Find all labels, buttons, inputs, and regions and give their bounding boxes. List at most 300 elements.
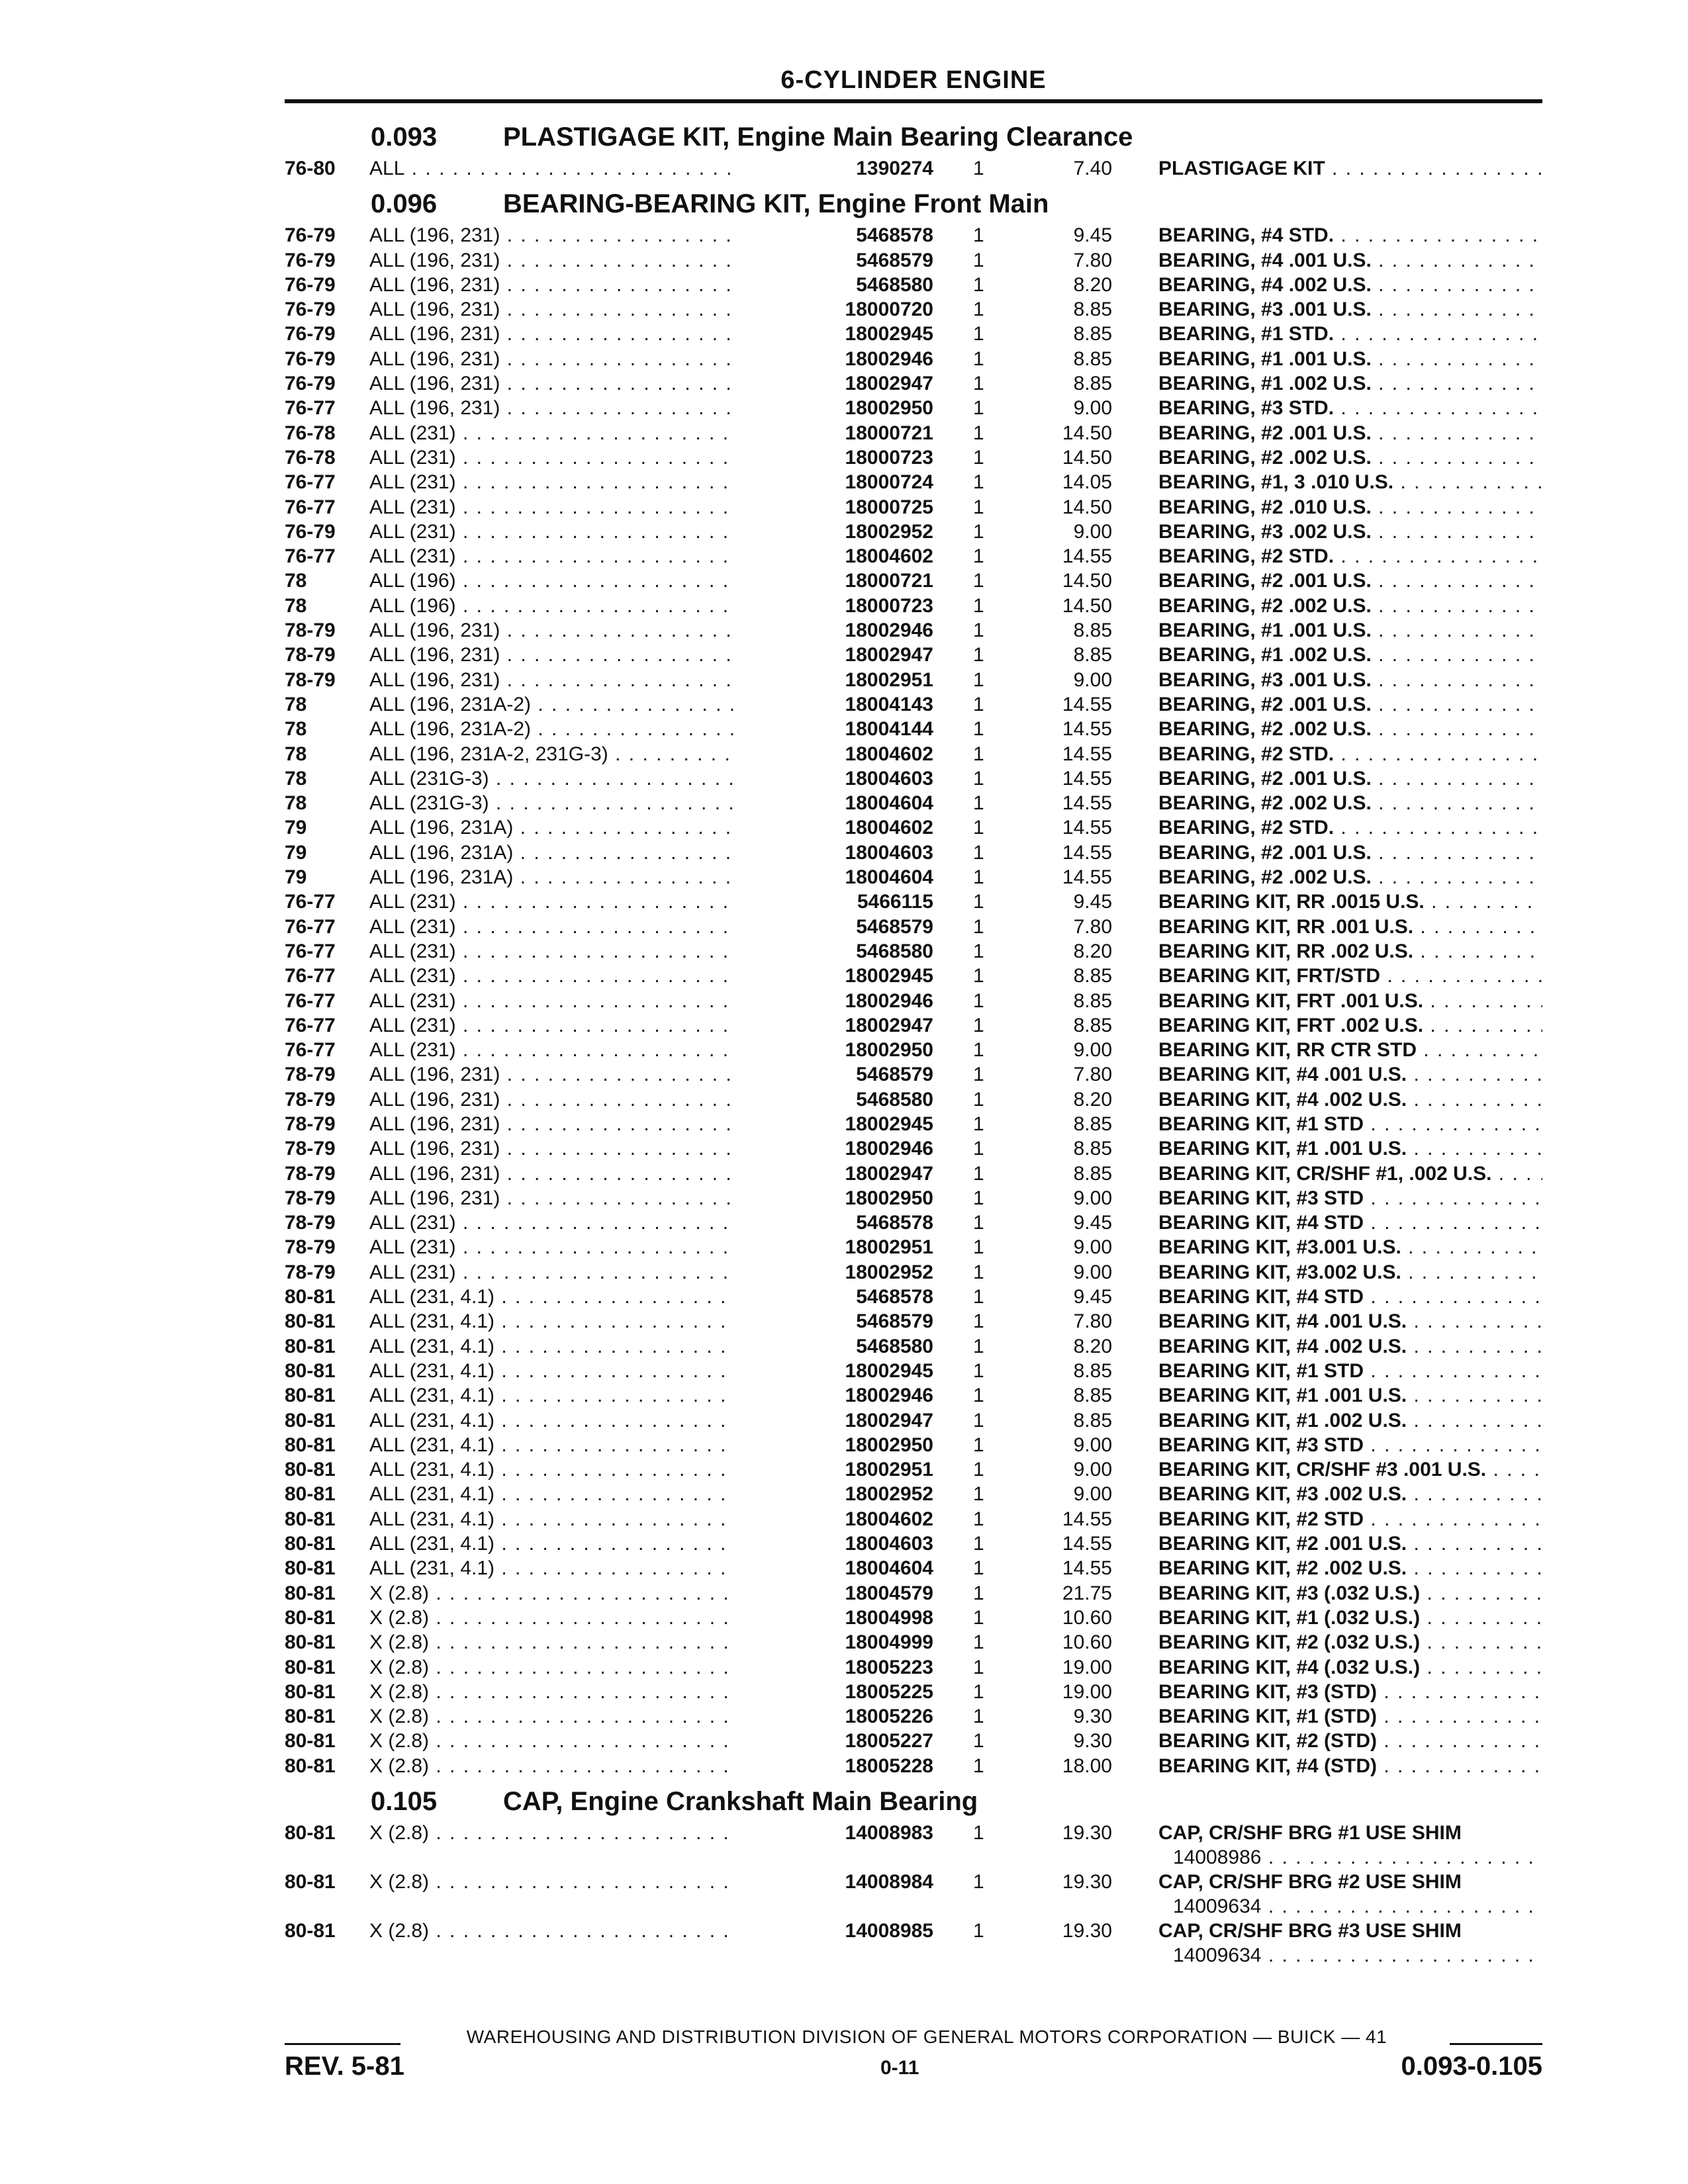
part-number: 18004579	[735, 1581, 933, 1606]
price: 14.55	[1062, 743, 1112, 765]
description	[1158, 618, 1542, 643]
application-text: ALL (231G-3)	[369, 792, 489, 815]
quantity: 1	[973, 1557, 984, 1580]
parts-row	[285, 815, 1542, 840]
model-years: 80-81	[285, 1286, 336, 1308]
description	[1158, 371, 1542, 396]
description-text: BEARING KIT, #1 .002 U.S.	[1158, 1409, 1407, 1432]
model-years: 76-79	[285, 273, 336, 296]
description	[1158, 1334, 1542, 1359]
price: 8.20	[1073, 273, 1112, 296]
section-heading	[285, 1778, 1542, 1821]
quantity: 1	[973, 1187, 984, 1209]
application	[369, 791, 733, 815]
description-text: BEARING, #1 .002 U.S.	[1158, 644, 1372, 666]
application	[369, 594, 733, 618]
quantity: 1	[973, 249, 984, 271]
description	[1158, 223, 1542, 248]
model-years: 80-81	[285, 1871, 336, 1893]
model-years: 80-81	[285, 1582, 336, 1604]
quantity: 1	[973, 817, 984, 839]
application	[369, 223, 733, 248]
parts-row	[285, 1186, 1542, 1210]
parts-row	[285, 1038, 1542, 1062]
application-text: X (2.8)	[369, 1822, 430, 1844]
price: 9.00	[1073, 1187, 1112, 1209]
application-text: ALL (196, 231)	[369, 397, 500, 420]
part-number: 18004143	[735, 692, 933, 717]
price: 14.55	[1062, 1557, 1112, 1580]
parts-row	[285, 1606, 1542, 1630]
price: 9.45	[1073, 1212, 1112, 1234]
application-text: ALL (231)	[369, 989, 456, 1012]
page-header: 6-CYLINDER ENGINE	[780, 66, 1047, 94]
price: 9.45	[1073, 1286, 1112, 1308]
part-number: 18000721	[735, 421, 933, 445]
price: 10.60	[1062, 1631, 1112, 1654]
group-range: 0.093-0.105	[1401, 2052, 1542, 2081]
description-text: BEARING KIT, RR .001 U.S.	[1158, 915, 1414, 938]
description	[1158, 1680, 1542, 1704]
quantity: 1	[973, 743, 984, 765]
quantity: 1	[973, 520, 984, 543]
quantity: 1	[973, 323, 984, 345]
price: 7.80	[1073, 249, 1112, 271]
part-number: 18002945	[735, 1359, 933, 1383]
parts-row	[285, 1581, 1542, 1606]
description-text: BEARING, #4 .002 U.S.	[1158, 273, 1372, 296]
quantity: 1	[973, 767, 984, 790]
description-text: BEARING, #4 STD.	[1158, 224, 1335, 247]
part-number: 5468579	[735, 1062, 933, 1087]
application-text: ALL (231, 4.1)	[369, 1459, 495, 1481]
application-text: ALL (196, 231)	[369, 373, 500, 395]
quantity: 1	[973, 1236, 984, 1259]
description-text: BEARING KIT, #2 STD	[1158, 1508, 1364, 1530]
application	[369, 1655, 733, 1680]
application-text: ALL (231, 4.1)	[369, 1335, 495, 1357]
price: 8.85	[1073, 1162, 1112, 1185]
price: 8.85	[1073, 298, 1112, 321]
parts-row	[285, 1087, 1542, 1112]
description	[1158, 1136, 1542, 1161]
parts-row	[285, 643, 1542, 667]
application-text: ALL (196, 231)	[369, 619, 500, 642]
quantity: 1	[973, 915, 984, 938]
application-text: ALL (196)	[369, 594, 456, 617]
parts-row	[285, 1433, 1542, 1457]
parts-row	[285, 396, 1542, 420]
description	[1158, 1260, 1542, 1285]
quantity: 1	[973, 1656, 984, 1678]
quantity: 1	[973, 1822, 984, 1844]
part-number: 18002947	[735, 1161, 933, 1186]
description-text: BEARING KIT, #4 STD	[1158, 1286, 1364, 1308]
part-number: 18000723	[735, 594, 933, 618]
parts-row	[285, 1630, 1542, 1655]
application	[369, 742, 733, 766]
model-years: 78	[285, 570, 307, 592]
parts-row	[285, 742, 1542, 766]
model-years: 78	[285, 718, 307, 741]
parts-row	[285, 692, 1542, 717]
parts-row	[285, 445, 1542, 470]
description	[1158, 594, 1542, 618]
part-number: 18002950	[735, 1186, 933, 1210]
price: 8.85	[1073, 989, 1112, 1012]
description-text: CAP, CR/SHF BRG #3 USE SHIM	[1158, 1920, 1462, 1942]
description	[1158, 1408, 1542, 1433]
application-text: ALL (196)	[369, 570, 456, 592]
description-text: CAP, CR/SHF BRG #2 USE SHIM	[1158, 1871, 1462, 1893]
price: 7.40	[1073, 158, 1112, 179]
header-rule	[285, 99, 1542, 103]
section-number: 0.105	[371, 1787, 438, 1816]
description	[1158, 520, 1542, 544]
price: 9.45	[1073, 224, 1112, 247]
description-text: BEARING KIT, #3.002 U.S.	[1158, 1261, 1401, 1283]
application-text: X (2.8)	[369, 1871, 430, 1893]
quantity: 1	[973, 841, 984, 864]
description	[1158, 1433, 1542, 1457]
model-years: 76-77	[285, 989, 336, 1012]
part-number: 18000720	[735, 297, 933, 322]
description-text: BEARING KIT, RR .002 U.S.	[1158, 940, 1414, 962]
description-text: BEARING, #2 STD.	[1158, 817, 1335, 839]
application-text: ALL (231, 4.1)	[369, 1483, 495, 1506]
description-text: BEARING KIT, #2 (.032 U.S.)	[1158, 1631, 1421, 1654]
application	[369, 495, 733, 520]
parts-row	[285, 1359, 1542, 1383]
application-text: ALL (196, 231)	[369, 224, 500, 247]
description-text: BEARING KIT, #4 STD	[1158, 1212, 1364, 1234]
description-text: BEARING, #2 .002 U.S.	[1158, 792, 1372, 815]
model-years: 76-77	[285, 891, 336, 913]
description	[1158, 396, 1542, 420]
application	[369, 421, 733, 445]
quantity: 1	[973, 298, 984, 321]
model-years: 78	[285, 693, 307, 715]
price: 8.20	[1073, 1335, 1112, 1357]
description-text: BEARING KIT, #4 .002 U.S.	[1158, 1335, 1407, 1357]
quantity: 1	[973, 668, 984, 691]
application	[369, 520, 733, 544]
model-years: 79	[285, 817, 307, 839]
price: 14.05	[1062, 471, 1112, 494]
description-text: BEARING KIT, #4 (STD)	[1158, 1754, 1378, 1777]
part-number: 18004603	[735, 1531, 933, 1556]
price: 21.75	[1062, 1582, 1112, 1604]
parts-row	[285, 322, 1542, 346]
parts-row	[285, 1754, 1542, 1778]
model-years: 76-77	[285, 1039, 336, 1062]
application	[369, 1038, 733, 1062]
description	[1158, 1457, 1542, 1482]
description	[1158, 1383, 1542, 1408]
description	[1158, 668, 1542, 692]
description-text: BEARING KIT, #1 STD	[1158, 1359, 1364, 1382]
application-text: X (2.8)	[369, 1582, 430, 1604]
description-text: BEARING, #4 .001 U.S.	[1158, 249, 1372, 271]
part-number: 18005227	[735, 1729, 933, 1753]
quantity: 1	[973, 1335, 984, 1357]
part-number: 18002950	[735, 396, 933, 420]
model-years: 80-81	[285, 1656, 336, 1678]
quantity: 1	[973, 792, 984, 815]
part-number: 18002947	[735, 371, 933, 396]
description-text: BEARING KIT, #3 (STD)	[1158, 1680, 1378, 1703]
description	[1158, 347, 1542, 371]
parts-row	[285, 1383, 1542, 1408]
application-text: ALL (231)	[369, 422, 456, 444]
description-text: BEARING, #2 .001 U.S.	[1158, 570, 1372, 592]
model-years: 80-81	[285, 1822, 336, 1844]
description	[1158, 421, 1542, 445]
application-text: ALL (196, 231)	[369, 1138, 500, 1160]
application	[369, 1729, 733, 1753]
description-text: BEARING, #1 STD.	[1158, 323, 1335, 345]
description	[1158, 1556, 1542, 1580]
description-text: BEARING, #2 .002 U.S.	[1158, 866, 1372, 889]
description-text: BEARING, #2 .001 U.S.	[1158, 841, 1372, 864]
model-years: 80-81	[285, 1730, 336, 1752]
part-number: 18002952	[735, 1260, 933, 1285]
application-text: ALL (196, 231A-2, 231G-3)	[369, 743, 608, 765]
part-number: 18002951	[735, 1235, 933, 1259]
description	[1158, 470, 1542, 494]
description-text: BEARING KIT, #3 STD	[1158, 1187, 1364, 1209]
parts-row	[285, 1062, 1542, 1087]
application	[369, 1112, 733, 1136]
description	[1158, 989, 1542, 1013]
application	[369, 668, 733, 692]
quantity: 1	[973, 1533, 984, 1555]
part-number: 18000723	[735, 445, 933, 470]
part-number: 18002950	[735, 1433, 933, 1457]
model-years: 80-81	[285, 1606, 336, 1629]
application	[369, 1457, 733, 1482]
price: 8.85	[1073, 965, 1112, 987]
description-text: BEARING, #1 .002 U.S.	[1158, 373, 1372, 395]
parts-row	[285, 1161, 1542, 1186]
parts-row	[285, 347, 1542, 371]
part-number: 5468579	[735, 915, 933, 939]
description-line2: 14008986 . . .	[1158, 1845, 1542, 1870]
price: 9.00	[1073, 668, 1112, 691]
description	[1158, 1531, 1542, 1556]
price: 9.00	[1073, 1261, 1112, 1283]
parts-row	[285, 371, 1542, 396]
model-years: 80-81	[285, 1508, 336, 1530]
application	[369, 717, 733, 741]
part-number: 18004604	[735, 791, 933, 815]
description-text: BEARING, #2 .001 U.S.	[1158, 422, 1372, 444]
parts-row	[285, 470, 1542, 494]
section-title: BEARING-BEARING KIT, Engine Front Main	[503, 189, 1049, 219]
quantity: 1	[973, 347, 984, 370]
description	[1158, 939, 1542, 964]
parts-row	[285, 1482, 1542, 1506]
application	[369, 1136, 733, 1161]
price: 9.00	[1073, 1483, 1112, 1506]
description-text: BEARING, #3 .001 U.S.	[1158, 668, 1372, 691]
application-text: ALL (231)	[369, 496, 456, 518]
footer-rule-left	[285, 2043, 400, 2045]
quantity: 1	[973, 989, 984, 1012]
section-number: 0.096	[371, 189, 438, 219]
application-text: ALL (231)	[369, 1014, 456, 1036]
part-number: 18004602	[735, 1507, 933, 1531]
model-years: 78-79	[285, 1187, 336, 1209]
model-years: 78-79	[285, 1113, 336, 1135]
model-years: 78-79	[285, 1138, 336, 1160]
description-line2: 14009634 . . .	[1158, 1943, 1542, 1968]
price: 8.85	[1073, 347, 1112, 370]
quantity: 1	[973, 224, 984, 247]
description	[1158, 569, 1542, 593]
description-text: BEARING KIT, #4 .002 U.S.	[1158, 1088, 1407, 1111]
parts-row	[285, 1556, 1542, 1580]
section-heading	[285, 114, 1542, 156]
description	[1158, 1309, 1542, 1334]
application	[369, 915, 733, 939]
part-number: 18004602	[735, 544, 933, 569]
model-years: 78-79	[285, 619, 336, 642]
model-years: 79	[285, 841, 307, 864]
application-text: ALL (196, 231)	[369, 323, 500, 345]
application-text: ALL (196, 231A-2)	[369, 693, 532, 715]
part-number: 18005225	[735, 1680, 933, 1704]
quantity: 1	[973, 1483, 984, 1506]
model-years: 76-79	[285, 249, 336, 271]
price: 14.55	[1062, 1533, 1112, 1555]
description	[1158, 544, 1542, 569]
description-text: BEARING KIT, #3 (.032 U.S.)	[1158, 1582, 1421, 1604]
quantity: 1	[973, 1459, 984, 1481]
application	[369, 396, 733, 420]
description	[1158, 1729, 1542, 1753]
price: 8.85	[1073, 644, 1112, 666]
application-text: ALL (231)	[369, 1212, 456, 1234]
part-number: 18004602	[735, 742, 933, 766]
description-text: BEARING KIT, #2 (STD)	[1158, 1730, 1378, 1752]
description-text: BEARING KIT, RR CTR STD	[1158, 1039, 1417, 1062]
part-number: 5468580	[735, 1334, 933, 1359]
application	[369, 1870, 733, 1894]
parts-row	[285, 520, 1542, 544]
parts-row	[285, 594, 1542, 618]
application	[369, 1186, 733, 1210]
parts-row	[285, 1235, 1542, 1259]
application	[369, 815, 733, 840]
quantity: 1	[973, 619, 984, 642]
application-text: ALL (196, 231)	[369, 273, 500, 296]
application-text: X (2.8)	[369, 1656, 430, 1678]
quantity: 1	[973, 1920, 984, 1942]
description	[1158, 1754, 1542, 1778]
quantity: 1	[973, 373, 984, 395]
parts-row	[285, 1285, 1542, 1309]
description-text: BEARING, #2 STD.	[1158, 545, 1335, 568]
part-number: 18002950	[735, 1038, 933, 1062]
revision-label: REV. 5-81	[285, 2052, 404, 2081]
price: 19.00	[1062, 1656, 1112, 1678]
application-text: ALL (231)	[369, 1039, 456, 1062]
price: 9.30	[1073, 1730, 1112, 1752]
description	[1158, 1704, 1542, 1729]
price: 19.30	[1062, 1920, 1112, 1942]
model-years: 80-81	[285, 1754, 336, 1777]
price: 18.00	[1062, 1754, 1112, 1777]
application	[369, 1309, 733, 1334]
model-years: 80-81	[285, 1385, 336, 1407]
price: 9.00	[1073, 1236, 1112, 1259]
price: 8.85	[1073, 1138, 1112, 1160]
application-text: ALL (231)	[369, 891, 456, 913]
application	[369, 1507, 733, 1531]
part-number: 18002945	[735, 322, 933, 346]
description	[1158, 273, 1542, 297]
description	[1158, 1013, 1542, 1038]
part-number: 18002946	[735, 1136, 933, 1161]
price: 8.20	[1073, 940, 1112, 962]
quantity: 1	[973, 1385, 984, 1407]
model-years: 78-79	[285, 1162, 336, 1185]
price: 8.85	[1073, 1113, 1112, 1135]
description-text: BEARING, #2 STD.	[1158, 743, 1335, 765]
application-text: X (2.8)	[369, 1730, 430, 1752]
model-years: 80-81	[285, 1335, 336, 1357]
parts-row	[285, 297, 1542, 322]
application-text: ALL (231)	[369, 965, 456, 987]
application-text: ALL (231)	[369, 1261, 456, 1283]
description-text: BEARING, #3 .002 U.S.	[1158, 520, 1372, 543]
quantity: 1	[973, 1631, 984, 1654]
price: 8.85	[1073, 1359, 1112, 1382]
model-years: 78-79	[285, 644, 336, 666]
description-text: BEARING KIT, #1 (STD)	[1158, 1706, 1378, 1728]
parts-row	[285, 1531, 1542, 1556]
quantity: 1	[973, 446, 984, 469]
quantity: 1	[973, 1039, 984, 1062]
description	[1158, 297, 1542, 322]
application-text: ALL (196, 231A)	[369, 866, 514, 889]
part-number: 18005226	[735, 1704, 933, 1729]
application	[369, 766, 733, 791]
application	[369, 1680, 733, 1704]
description-text: BEARING KIT, #4 .001 U.S.	[1158, 1064, 1407, 1086]
application	[369, 1334, 733, 1359]
application-text: ALL (196, 231)	[369, 298, 500, 321]
price: 8.85	[1073, 1409, 1112, 1432]
part-number: 18000725	[735, 495, 933, 520]
parts-row	[285, 1210, 1542, 1235]
description	[1158, 915, 1542, 939]
part-number: 18002946	[735, 1383, 933, 1408]
quantity: 1	[973, 1261, 984, 1283]
parts-row	[285, 1821, 1542, 1870]
part-number: 18004602	[735, 815, 933, 840]
quantity: 1	[973, 1212, 984, 1234]
application-text: ALL (196, 231)	[369, 1088, 500, 1111]
model-years: 80-81	[285, 1433, 336, 1456]
application	[369, 1383, 733, 1408]
description-text: BEARING KIT, #3 STD	[1158, 1433, 1364, 1456]
parts-row	[285, 1680, 1542, 1704]
model-years: 76-78	[285, 422, 336, 444]
model-years: 76-77	[285, 915, 336, 938]
price: 14.50	[1062, 422, 1112, 444]
